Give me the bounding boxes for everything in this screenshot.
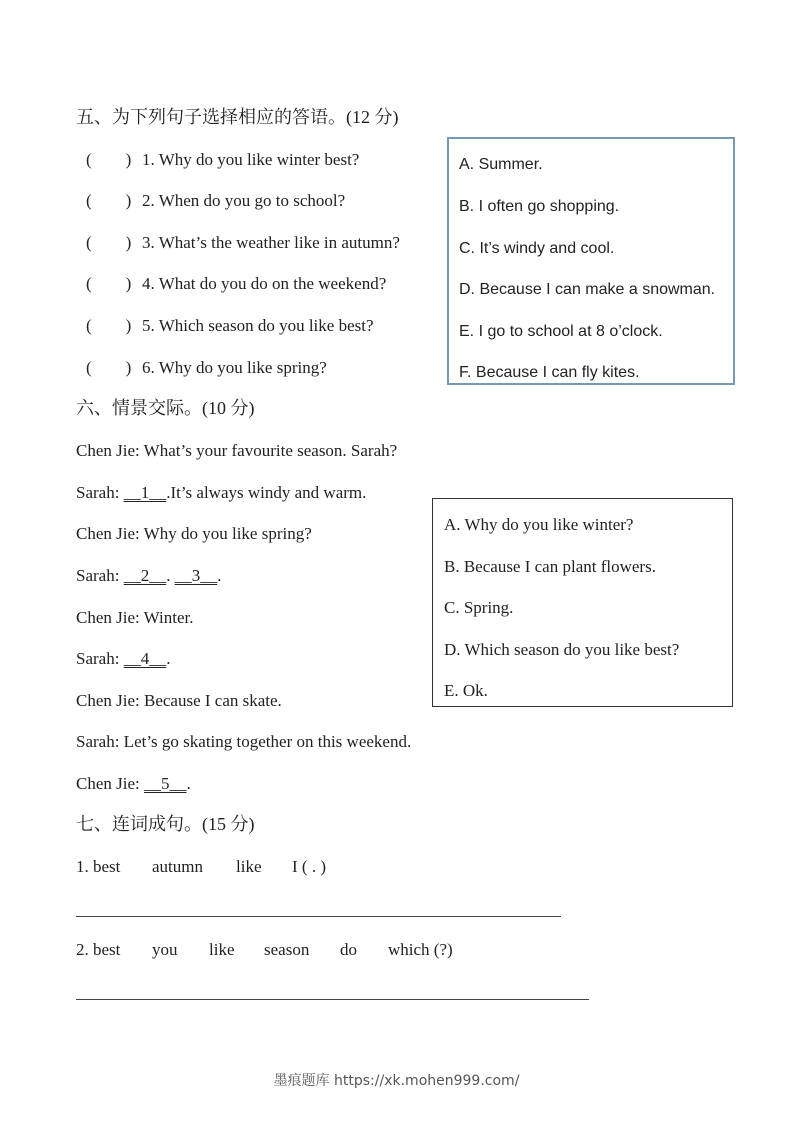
- answer-line-2[interactable]: [76, 999, 589, 1000]
- blank-5[interactable]: __5__: [144, 774, 187, 793]
- option-e: E. I go to school at 8 o’clock.: [459, 323, 663, 340]
- answer-paren[interactable]: ( ): [86, 274, 132, 293]
- dialogue-line-6: [76, 649, 170, 669]
- speaker: Sarah:: [76, 566, 124, 585]
- scrambled-sentence-2: [76, 940, 453, 960]
- option-c: C. Spring.: [444, 598, 514, 617]
- section5-title: 五、为下列句子选择相应的答语。(12 分): [76, 107, 399, 127]
- blank-3[interactable]: __3__: [174, 566, 218, 585]
- option-d: D. Which season do you like best?: [444, 640, 680, 659]
- word: I ( . ): [292, 857, 326, 876]
- option-b: B. I often go shopping.: [459, 198, 620, 215]
- word: season: [264, 940, 310, 959]
- question-6: [86, 358, 327, 378]
- blank-4[interactable]: __4__: [123, 649, 167, 668]
- word: do: [340, 940, 357, 959]
- option-b: B. Because I can plant flowers.: [444, 557, 656, 576]
- word: autumn: [152, 857, 203, 876]
- question-5: [86, 316, 374, 336]
- answer-paren[interactable]: ( ): [86, 358, 132, 377]
- line-text: .: [217, 566, 222, 585]
- dialogue-line-9: [76, 774, 191, 794]
- option-f: F. Because I can fly kites.: [459, 364, 640, 381]
- dialogue-line-5: Chen Jie: Winter.: [76, 608, 194, 627]
- line-text: .It’s always windy and warm.: [166, 483, 367, 502]
- option-d: D. Because I can make a snowman.: [459, 281, 716, 298]
- word: like: [209, 940, 235, 959]
- question-4: [86, 274, 386, 294]
- question-text: 2. When do you go to school?: [142, 191, 346, 210]
- option-a: A. Why do you like winter?: [444, 515, 634, 534]
- section7-title: 七、连词成句。(15 分): [76, 814, 255, 834]
- line-text: .: [186, 774, 191, 793]
- dialogue-line-7: Chen Jie: Because I can skate.: [76, 691, 282, 710]
- answer-paren[interactable]: ( ): [86, 191, 132, 210]
- answer-paren[interactable]: ( ): [86, 233, 132, 252]
- footer-watermark: 墨痕题库 https://xk.mohen999.com/: [273, 1073, 520, 1089]
- line-text: .: [166, 566, 175, 585]
- question-3: [86, 233, 400, 253]
- option-c: C. It’s windy and cool.: [459, 240, 615, 257]
- answer-paren[interactable]: ( ): [86, 150, 132, 169]
- speaker: Chen Jie:: [76, 774, 144, 793]
- option-a: A. Summer.: [459, 156, 543, 173]
- section6-options-box: [432, 498, 733, 707]
- word: you: [152, 940, 178, 959]
- question-text: 3. What’s the weather like in autumn?: [142, 233, 400, 252]
- blank-1[interactable]: __1__: [123, 483, 167, 502]
- question-2: [86, 191, 345, 211]
- speaker: Sarah:: [76, 483, 124, 502]
- speaker: Sarah:: [76, 649, 124, 668]
- word: 1. best: [76, 857, 121, 876]
- question-text: 4. What do you do on the weekend?: [142, 274, 387, 293]
- dialogue-line-3: Chen Jie: Why do you like spring?: [76, 524, 312, 543]
- section6-title: 六、情景交际。(10 分): [76, 398, 255, 418]
- line-text: .: [166, 649, 171, 668]
- dialogue-line-2: [76, 483, 366, 503]
- question-text: 6. Why do you like spring?: [142, 358, 327, 377]
- dialogue-line-8: Sarah: Let’s go skating together on this weekend.: [76, 732, 412, 751]
- question-text: 1. Why do you like winter best?: [142, 150, 360, 169]
- option-e: E. Ok.: [444, 681, 488, 700]
- scrambled-sentence-1: [76, 857, 326, 877]
- blank-2[interactable]: __2__: [123, 566, 167, 585]
- question-text: 5. Which season do you like best?: [142, 316, 374, 335]
- question-1: [86, 150, 359, 170]
- dialogue-line-1: Chen Jie: What’s your favourite season. Sarah?: [76, 441, 398, 460]
- answer-paren[interactable]: ( ): [86, 316, 132, 335]
- word: which (?): [388, 940, 453, 959]
- word: like: [236, 857, 262, 876]
- word: 2. best: [76, 940, 121, 959]
- section5-options-box: [447, 137, 735, 385]
- dialogue-line-4: [76, 566, 221, 586]
- answer-line-1[interactable]: [76, 916, 561, 917]
